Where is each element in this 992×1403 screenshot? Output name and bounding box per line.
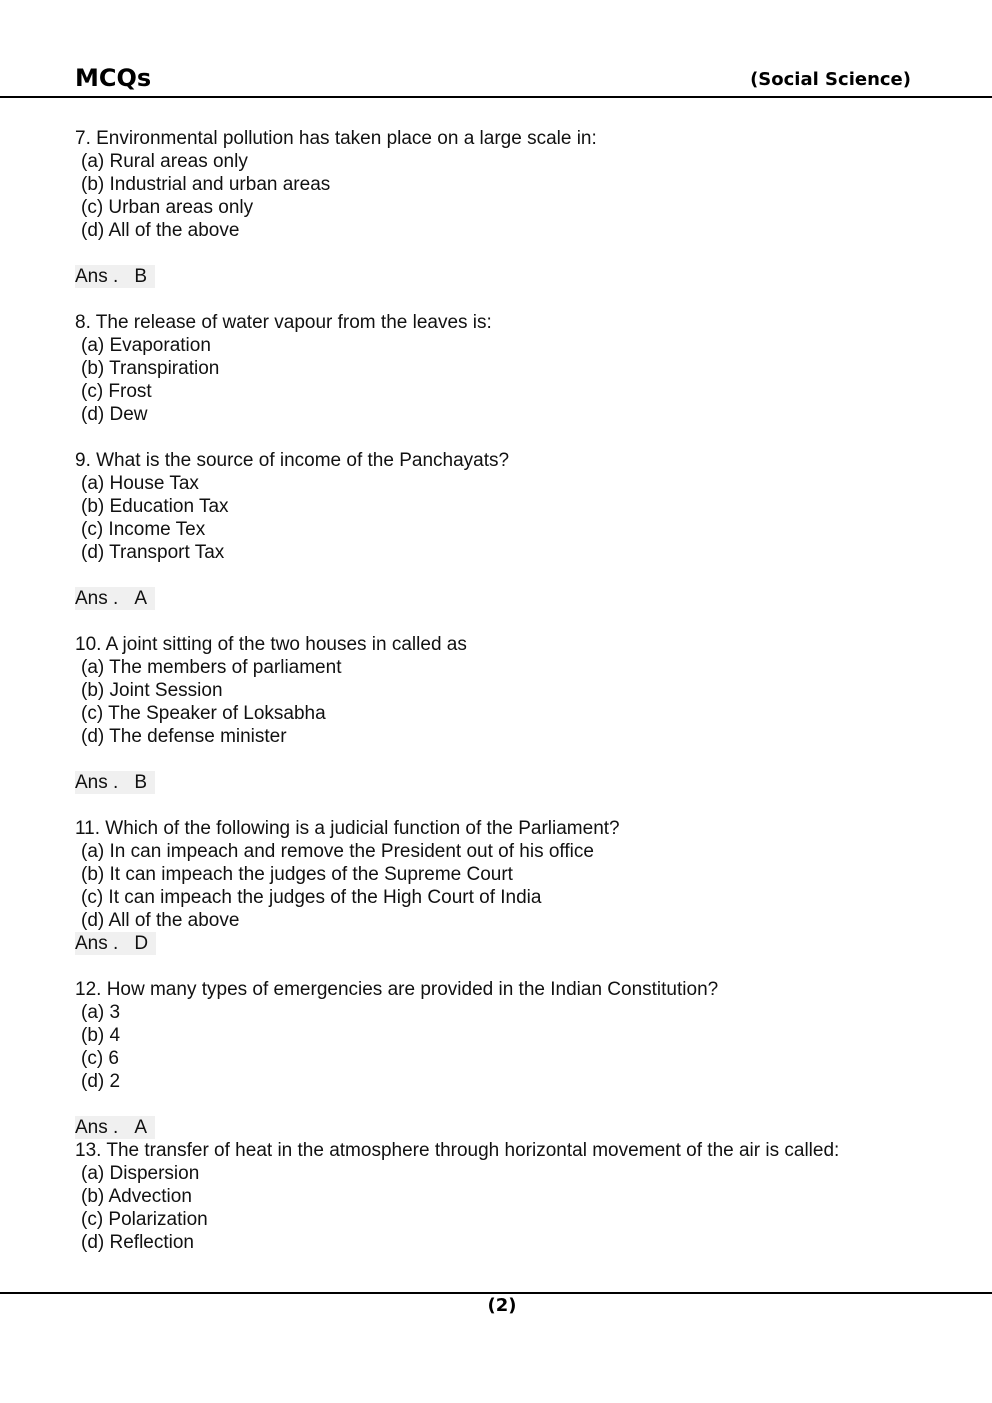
option: (d) All of the above <box>81 910 240 931</box>
question-text: 11. Which of the following is a judicial function of the Parliament? <box>75 818 620 839</box>
answer-highlight <box>75 932 156 955</box>
question-block <box>75 127 935 311</box>
question-block <box>75 978 935 1139</box>
answer-line <box>75 932 935 955</box>
option: (a) Evaporation <box>81 335 211 356</box>
option: (a) Rural areas only <box>81 151 248 172</box>
option: (b) Transpiration <box>81 358 220 379</box>
answer-label: Ans . <box>75 588 119 609</box>
answer-line <box>75 587 935 610</box>
page-header <box>0 0 992 97</box>
question-block <box>75 817 935 978</box>
option: (c) It can impeach the judges of the High Court of India <box>81 887 542 908</box>
answer-key: A <box>134 1117 147 1138</box>
option: (d) The defense minister <box>81 726 287 747</box>
option: (d) 2 <box>81 1071 121 1092</box>
option: (a) House Tax <box>81 473 199 494</box>
answer-line <box>75 1116 935 1139</box>
header-divider <box>0 96 992 98</box>
question-block <box>75 311 935 449</box>
option: (c) The Speaker of Loksabha <box>81 703 326 724</box>
option: (b) Advection <box>81 1186 192 1207</box>
question-text: 9. What is the source of income of the Panchayats? <box>75 450 510 471</box>
option: (a) Dispersion <box>81 1163 200 1184</box>
question-block <box>75 1139 935 1254</box>
option: (d) Transport Tax <box>81 542 225 563</box>
option: (d) Reflection <box>81 1232 194 1253</box>
page-number: (2) <box>487 1295 517 1316</box>
question-block <box>75 449 935 633</box>
option: (d) All of the above <box>81 220 240 241</box>
option: (b) It can impeach the judges of the Supreme Court <box>81 864 513 885</box>
answer-highlight <box>75 771 155 794</box>
option: (b) Education Tax <box>81 496 229 517</box>
question-block <box>75 633 935 817</box>
answer-highlight <box>75 265 155 288</box>
page-title: MCQs <box>75 64 152 92</box>
answer-key: B <box>134 772 147 793</box>
answer-label: Ans . <box>75 1117 119 1138</box>
answer-label: Ans . <box>75 772 119 793</box>
answer-label: Ans . <box>75 933 119 954</box>
option: (b) Industrial and urban areas <box>81 174 331 195</box>
question-text: 12. How many types of emergencies are provided in the Indian Constitution? <box>75 979 719 1000</box>
answer-label: Ans . <box>75 266 119 287</box>
question-list <box>75 127 935 1254</box>
option: (c) 6 <box>81 1048 119 1069</box>
question-text: 13. The transfer of heat in the atmosphere through horizontal movement of the air is called: <box>75 1140 840 1161</box>
answer-highlight <box>75 1116 155 1139</box>
option: (b) 4 <box>81 1025 121 1046</box>
option: (c) Income Tex <box>81 519 206 540</box>
option: (a) 3 <box>81 1002 121 1023</box>
option: (a) The members of parliament <box>81 657 342 678</box>
subject-label: (Social Science) <box>750 69 911 90</box>
answer-key: D <box>134 933 149 954</box>
answer-line <box>75 771 935 794</box>
answer-key: B <box>134 266 147 287</box>
question-text: 10. A joint sitting of the two houses in called as <box>75 634 467 655</box>
option: (c) Polarization <box>81 1209 208 1230</box>
answer-line <box>75 265 935 288</box>
option: (b) Joint Session <box>81 680 223 701</box>
question-text: 7. Environmental pollution has taken place on a large scale in: <box>75 128 597 149</box>
option: (a) In can impeach and remove the President out of his office <box>81 841 594 862</box>
question-text: 8. The release of water vapour from the leaves is: <box>75 312 492 333</box>
option: (d) Dew <box>81 404 148 425</box>
option: (c) Urban areas only <box>81 197 254 218</box>
answer-highlight <box>75 587 155 610</box>
option: (c) Frost <box>81 381 152 402</box>
answer-key: A <box>134 588 147 609</box>
